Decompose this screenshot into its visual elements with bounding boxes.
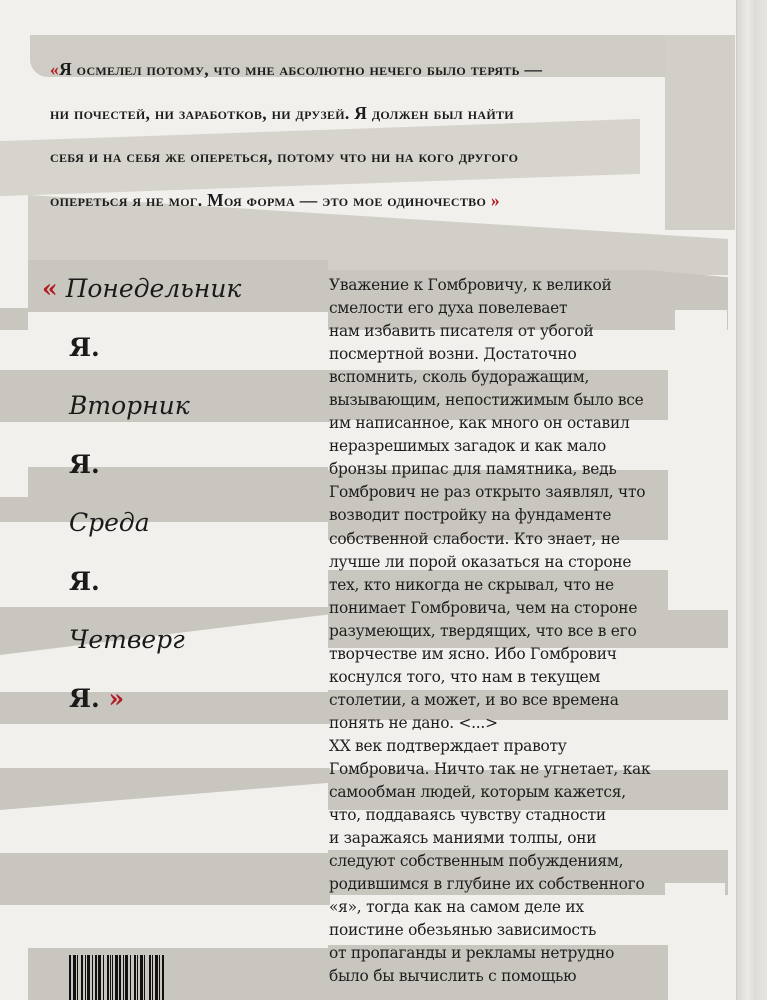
text-line: коснулся того, что нам в текущем: [329, 667, 601, 686]
text-line: неразрешимых загадок и как мало: [329, 437, 607, 456]
poem-self: Я.: [69, 332, 100, 362]
book-spine-edge: [736, 0, 767, 1000]
text-line: вспомнить, сколь будоражащим,: [329, 368, 590, 387]
text-line: столетии, а может, и во все времена: [329, 690, 619, 709]
text-line: что, поддаваясь чувству стадности: [329, 806, 606, 825]
text-line: было бы вычислить с помощью: [329, 967, 577, 986]
text-line: творчестве им ясно. Ибо Гомбрович: [329, 644, 617, 663]
text-line: от пропаганды и рекламы нетрудно: [329, 944, 615, 963]
poem-self: Я.: [69, 566, 100, 596]
poem-day: « Понедельник: [42, 274, 242, 303]
poem-day: Вторник: [69, 391, 190, 420]
text-line: смелости его духа повелевает: [329, 299, 568, 318]
decor-band: [0, 768, 330, 810]
text-line: Уважение к Гомбровичу, к великой: [329, 276, 612, 294]
text-line: XX век подтверждает правоту: [329, 736, 567, 755]
text-line: поистине обезьянью зависимость: [329, 921, 597, 940]
decor-band: [0, 497, 28, 522]
open-quote-mark: «: [50, 59, 60, 79]
poem-self: Я.: [69, 449, 100, 479]
barcode: [69, 955, 207, 1000]
decor-band: [0, 308, 28, 330]
text-line: родившимся в глубине их собственного: [329, 875, 645, 894]
text-line: лучше ли порой оказаться на стороне: [329, 552, 632, 571]
text-line: им написанное, как много он оставил: [329, 414, 630, 433]
open-quote-mark: «: [42, 274, 58, 303]
text-line: тех, кто никогда не скрывал, что не: [329, 575, 614, 594]
text-line: самообман людей, которым кажется,: [329, 783, 626, 802]
text-line: понимает Гомбровича, чем на стороне: [329, 598, 638, 617]
text-line: «я», тогда как на самом деле их: [329, 898, 584, 917]
text-line: разумеющих, твердящих, что все в его: [329, 621, 637, 640]
close-quote-mark: »: [108, 683, 125, 713]
text-line: Гомбровича. Ничто так не угнетает, как: [329, 759, 651, 778]
text-line: и заражаясь маниями толпы, они: [329, 829, 597, 848]
text-line: посмертной возни. Достаточно: [329, 345, 577, 364]
quote-line: «Я осмелел потому, что мне абсолютно нечего было терять —: [50, 59, 543, 79]
text-line: бронзы припас для памятника, ведь: [329, 460, 617, 479]
poem-day: Среда: [69, 508, 150, 537]
poem-day: Четверг: [69, 625, 185, 654]
decor-band: [0, 853, 330, 905]
diary-poem: [42, 260, 241, 728]
text-line: нам избавить писателя от убогой: [329, 322, 594, 341]
text-line: Гомбрович не раз открыто заявлял, что: [329, 483, 646, 502]
quote-line: опереться я не мог. Моя форма — это мое одиночество »: [50, 189, 500, 210]
text-line: возводит постройку на фундаменте: [329, 506, 612, 525]
epigraph-quote: [50, 48, 730, 222]
decor-gap: [0, 905, 30, 948]
quote-line: ни почестей, ни заработков, ни друзей. Я должен был найти: [50, 102, 514, 123]
poem-self: Я. »: [69, 683, 125, 713]
text-line: понять не дано. <...>: [329, 713, 498, 732]
blurb-text: [329, 274, 689, 988]
text-line: собственной слабости. Кто знает, не: [329, 529, 620, 548]
quote-line: себя и на себя же опереться, потому что ни на кого другого: [50, 146, 519, 166]
text-line: вызывающим, непостижимым было все: [329, 391, 644, 410]
text-line: следуют собственным побуждениям,: [329, 852, 624, 871]
close-quote-mark: »: [490, 189, 500, 210]
